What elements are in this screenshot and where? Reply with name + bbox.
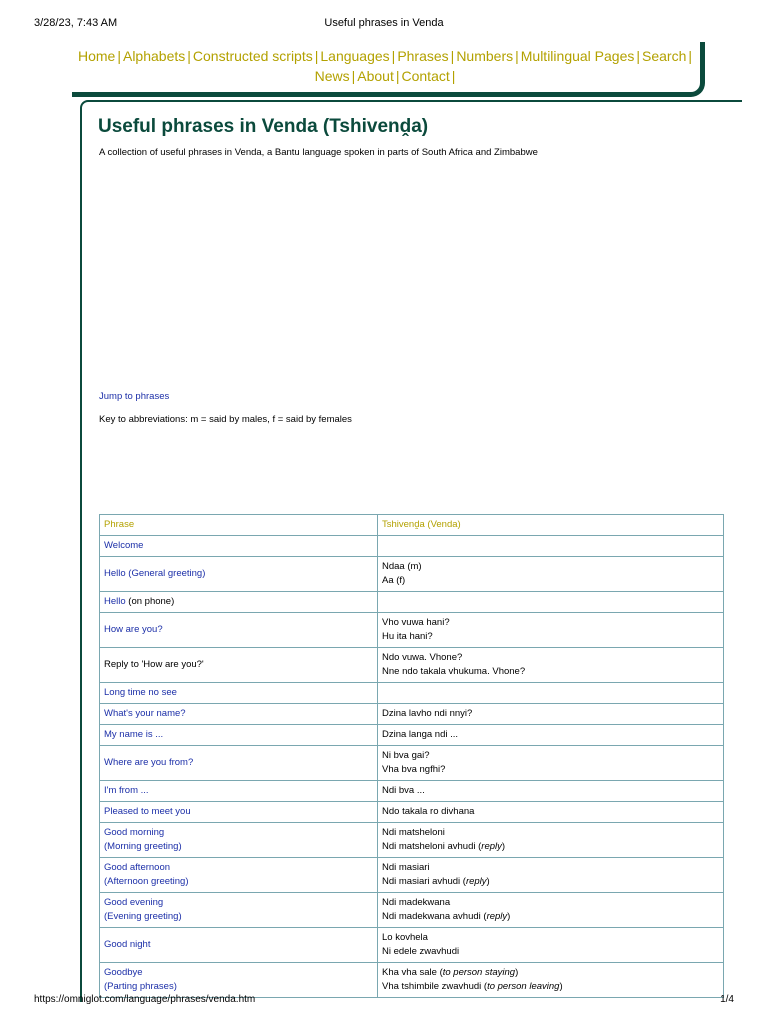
venda-line: Dzina langa ndi ... [382,729,459,740]
venda-line: Ni edele zwavhudi [382,946,460,957]
nav-separator: | [314,48,319,64]
table-row [100,781,724,802]
phrase-cell [100,557,378,592]
nav-link-numbers[interactable]: Numbers [456,48,514,64]
nav-separator: | [391,48,396,64]
venda-line: Kha vha sale (to person staying) [382,967,519,978]
print-footer [34,994,734,1008]
phrase-text: (Afternoon greeting) [104,876,189,887]
nav-separator: | [450,48,455,64]
venda-line: Ndi masiari avhudi (reply) [382,876,490,887]
phrase-cell [100,963,378,998]
phrase-text: Goodbye [104,967,143,978]
print-doc-title: Useful phrases in Venda [324,17,444,29]
venda-line: Lo kovhela [382,932,428,943]
table-row [100,536,724,557]
print-datetime: 3/28/23, 7:43 AM [34,17,118,29]
venda-cell [378,704,724,725]
nav-separator: | [187,48,191,64]
venda-cell [378,928,724,963]
phrase-text: (Morning greeting) [104,841,182,852]
nav-separator: | [688,48,693,64]
venda-line: Ndaa (m) [382,561,422,572]
venda-cell [378,823,724,858]
phrase-cell [100,592,378,613]
phrase-text: Reply to 'How are you?' [104,659,204,670]
table-row [100,704,724,725]
venda-cell [378,683,724,704]
nav-link-multilingual-pages[interactable]: Multilingual Pages [520,48,635,64]
venda-line: Vho vuwa hani? [382,617,450,628]
phrase-text: Long time no see [104,687,177,698]
venda-line: Ni bva gai? [382,750,430,761]
phrase-cell [100,802,378,823]
phrase-cell [100,536,378,557]
phrase-text: Welcome [104,540,144,551]
nav-separator: | [395,68,400,84]
table-row [100,823,724,858]
venda-line: Ndi madekwana avhudi (reply) [382,911,511,922]
venda-cell [378,592,724,613]
venda-line: Vha tshimbile zwavhudi (to person leaving) [382,981,563,992]
phrase-cell [100,725,378,746]
nav-link-alphabets[interactable]: Alphabets [122,48,186,64]
top-navigation [72,42,705,97]
table-row [100,557,724,592]
venda-cell [378,725,724,746]
print-header [34,17,734,31]
table-row [100,683,724,704]
nav-separator: | [351,68,356,84]
phrase-cell [100,704,378,725]
phrase-text: (Parting phrases) [104,981,177,992]
venda-line: Ndi matsheloni [382,827,445,838]
table-row [100,592,724,613]
phrase-text: I'm from ... [104,785,149,796]
phrase-text: My name is ... [104,729,164,740]
phrase-text: How are you? [104,624,163,635]
phrase-cell [100,648,378,683]
table-row [100,858,724,893]
phrase-cell [100,823,378,858]
venda-cell [378,893,724,928]
venda-cell [378,746,724,781]
nav-separator: | [451,68,456,84]
table-row [100,613,724,648]
phrase-text: Good evening [104,897,164,908]
venda-cell [378,858,724,893]
table-row [100,963,724,998]
phrase-cell [100,928,378,963]
venda-cell [378,648,724,683]
venda-cell [378,536,724,557]
venda-line: Ndi masiari [382,862,430,873]
venda-line: Nne ndo takala vhukuma. Vhone? [382,666,526,677]
venda-cell [378,613,724,648]
nav-link-home[interactable]: Home [77,48,116,64]
venda-line: Ndi bva ... [382,785,425,796]
table-row [100,648,724,683]
phrases-table [99,514,724,998]
phrase-cell [100,683,378,704]
table-row [100,893,724,928]
nav-link-contact[interactable]: Contact [401,68,450,84]
venda-line: Ndi matsheloni avhudi (reply) [382,841,506,852]
table-row [100,746,724,781]
intro-text: A collection of useful phrases in Venda, a Bantu language spoken in parts of South Africa and Zimbabwe [99,147,538,158]
phrase-cell [100,613,378,648]
nav-link-languages[interactable]: Languages [320,48,390,64]
nav-shadow [701,45,705,83]
venda-cell [378,781,724,802]
venda-cell [378,802,724,823]
venda-line: Ndo takala ro divhana [382,806,475,817]
header-phrase: Phrase [100,515,378,536]
phrase-text: Where are you from? [104,757,194,768]
table-header-row [100,515,724,536]
phrase-text: Good night [104,939,151,950]
phrase-cell [100,893,378,928]
phrase-text: Good morning [104,827,165,838]
header-venda: Tshivenḓa (Venda) [378,515,724,536]
table-row [100,725,724,746]
phrase-cell [100,858,378,893]
phrase-cell [100,781,378,802]
jump-to-phrases-link[interactable]: Jump to phrases [99,391,170,402]
venda-line: Hu ita hani? [382,631,433,642]
page-title: Useful phrases in Venda (Tshivenḓa) [98,116,429,137]
venda-cell [378,963,724,998]
nav-link-news[interactable]: News [314,68,350,84]
abbreviation-key: Key to abbreviations: m = said by males, f = said by females [99,414,352,425]
phrase-cell [100,746,378,781]
venda-line: Ndo vuwa. Vhone? [382,652,463,663]
nav-link-search[interactable]: Search [642,48,687,64]
venda-line: Dzina lavho ndi nnyi? [382,708,473,719]
phrase-text: Hello (General greeting) [104,568,206,579]
print-page-number: 1/4 [720,994,734,1005]
phrase-text: (Evening greeting) [104,911,182,922]
phrase-text: What's your name? [104,708,186,719]
table-row [100,928,724,963]
nav-separator: | [117,48,121,64]
nav-link-constructed-scripts[interactable]: Constructed scripts [192,48,313,64]
phrase-text: Hello (on phone) [104,596,175,607]
venda-line: Ndi madekwana [382,897,451,908]
venda-cell [378,557,724,592]
nav-links [72,46,700,86]
print-url: https://omniglot.com/language/phrases/venda.htm [34,994,256,1005]
nav-separator: | [515,48,519,64]
nav-separator: | [636,48,641,64]
nav-link-about[interactable]: About [357,68,394,84]
venda-line: Vha bva ngfhi? [382,764,446,775]
nav-link-phrases[interactable]: Phrases [397,48,449,64]
venda-line: Aa (f) [382,575,406,586]
phrase-text: Pleased to meet you [104,806,191,817]
phrase-text: Good afternoon [104,862,171,873]
table-row [100,802,724,823]
